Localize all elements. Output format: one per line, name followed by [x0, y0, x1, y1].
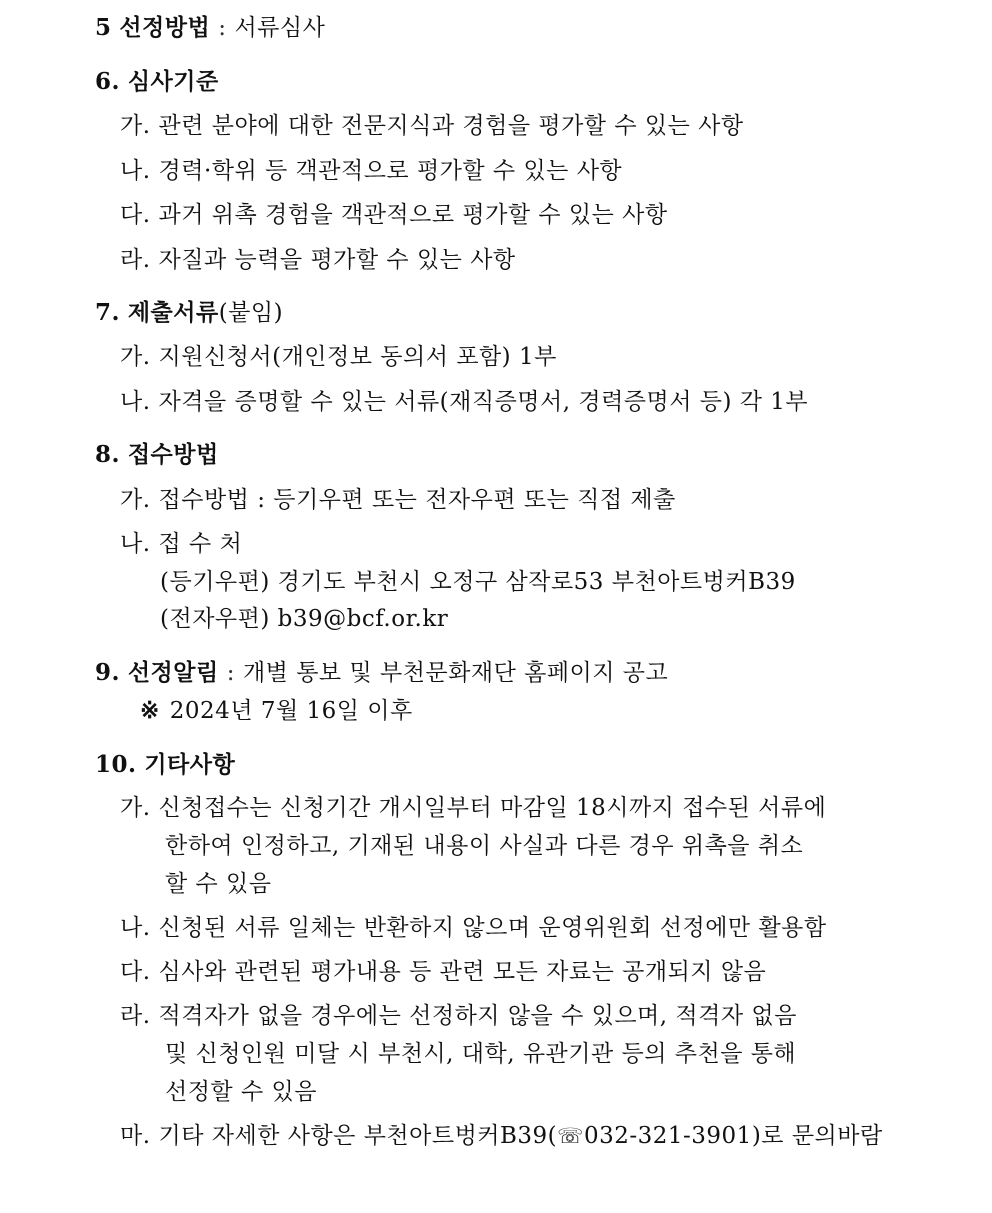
- section-title: 기타사항: [144, 752, 236, 778]
- item-text: 지원신청서(개인정보 동의서 포함) 1부: [158, 344, 557, 370]
- note-mark: ※: [140, 697, 160, 724]
- item-text: 자격을 증명할 수 있는 서류(재직증명서, 경력증명서 등) 각 1부: [158, 389, 809, 415]
- section-number: 6.: [95, 68, 121, 95]
- item-label: 라.: [120, 247, 151, 273]
- section-number: 5: [95, 14, 112, 41]
- item-text: 신청된 서류 일체는 반환하지 않으며 운영위원회 선정에만 활용함: [158, 915, 827, 941]
- address-post: (등기우편) 경기도 부천시 오정구 삼작로53 부천아트벙커B39: [160, 569, 796, 595]
- item-text: 적격자가 없을 경우에는 선정하지 않을 수 있으며, 적격자 없음: [158, 1003, 797, 1029]
- item-text: 자질과 능력을 평가할 수 있는 사항: [158, 247, 516, 273]
- item-label: 다.: [120, 959, 151, 985]
- item-text: 접수방법 : 등기우편 또는 전자우편 또는 직접 제출: [158, 487, 676, 513]
- section-number: 8.: [95, 441, 121, 468]
- list-item: [120, 245, 516, 275]
- section-6-heading: [95, 67, 219, 97]
- item-text: 접 수 처: [158, 531, 243, 557]
- item-label: 가.: [120, 344, 151, 370]
- section-8-heading: [95, 440, 219, 470]
- section-5-heading: [95, 13, 325, 43]
- item-text: 관련 분야에 대한 전문지식과 경험을 평가할 수 있는 사항: [158, 113, 744, 139]
- section-number: 10.: [95, 751, 137, 778]
- list-item: [120, 913, 827, 943]
- separator: :: [218, 15, 227, 41]
- item-label: 다.: [120, 202, 151, 228]
- item-label: 라.: [120, 1003, 151, 1029]
- list-item: [120, 485, 676, 515]
- list-item: [120, 529, 242, 559]
- section-10-heading: [95, 750, 235, 780]
- note-line: [140, 696, 413, 726]
- section-title: 제출서류: [127, 300, 219, 326]
- item-text: 신청접수는 신청기간 개시일부터 마감일 18시까지 접수된 서류에: [158, 795, 827, 821]
- item-label: 가.: [120, 487, 151, 513]
- item-continuation: 및 신청인원 미달 시 부천시, 대학, 유관기관 등의 추천을 통해: [165, 1041, 797, 1067]
- section-text: 서류심사: [234, 15, 326, 41]
- section-title: 선정방법: [119, 15, 211, 41]
- section-title: 접수방법: [127, 442, 219, 468]
- item-text: 과거 위촉 경험을 객관적으로 평가할 수 있는 사항: [158, 202, 668, 228]
- section-title: 심사기준: [127, 69, 219, 95]
- list-item: [120, 957, 766, 987]
- phone-icon: ☏: [557, 1124, 584, 1148]
- list-item: [120, 200, 668, 230]
- item-continuation: 선정할 수 있음: [165, 1079, 317, 1105]
- list-item: [120, 387, 808, 417]
- item-continuation: 한하여 인정하고, 기재된 내용이 사실과 다른 경우 위촉을 취소: [165, 833, 804, 859]
- list-item: [120, 793, 826, 823]
- separator: :: [226, 660, 235, 686]
- list-item: [120, 111, 744, 141]
- item-label: 가.: [120, 113, 151, 139]
- list-item: [120, 156, 622, 186]
- section-title: 선정알림: [127, 660, 219, 686]
- item-continuation: 할 수 있음: [165, 871, 272, 897]
- item-text: 기타 자세한 사항은 부천아트벙커B39(: [158, 1123, 558, 1149]
- section-number: 7.: [95, 299, 121, 326]
- list-item: [120, 1001, 797, 1031]
- item-label: 나.: [120, 158, 151, 184]
- list-item: [120, 1121, 883, 1151]
- item-text: 경력·학위 등 객관적으로 평가할 수 있는 사항: [158, 158, 623, 184]
- section-text: 개별 통보 및 부천문화재단 홈페이지 공고: [242, 660, 669, 686]
- section-suffix: (붙임): [218, 300, 284, 326]
- address-email: (전자우편) b39@bcf.or.kr: [160, 606, 449, 632]
- note-text: 2024년 7월 16일 이후: [169, 698, 413, 724]
- item-label: 가.: [120, 795, 151, 821]
- item-text: 032-321-3901)로 문의바람: [583, 1123, 883, 1149]
- list-item: [120, 342, 557, 372]
- section-7-heading: [95, 298, 283, 328]
- item-text: 심사와 관련된 평가내용 등 관련 모든 자료는 공개되지 않음: [158, 959, 767, 985]
- item-label: 나.: [120, 389, 151, 415]
- section-9-heading: [95, 658, 668, 688]
- item-label: 나.: [120, 915, 151, 941]
- item-label: 나.: [120, 531, 151, 557]
- item-label: 마.: [120, 1123, 151, 1149]
- section-number: 9.: [95, 659, 121, 686]
